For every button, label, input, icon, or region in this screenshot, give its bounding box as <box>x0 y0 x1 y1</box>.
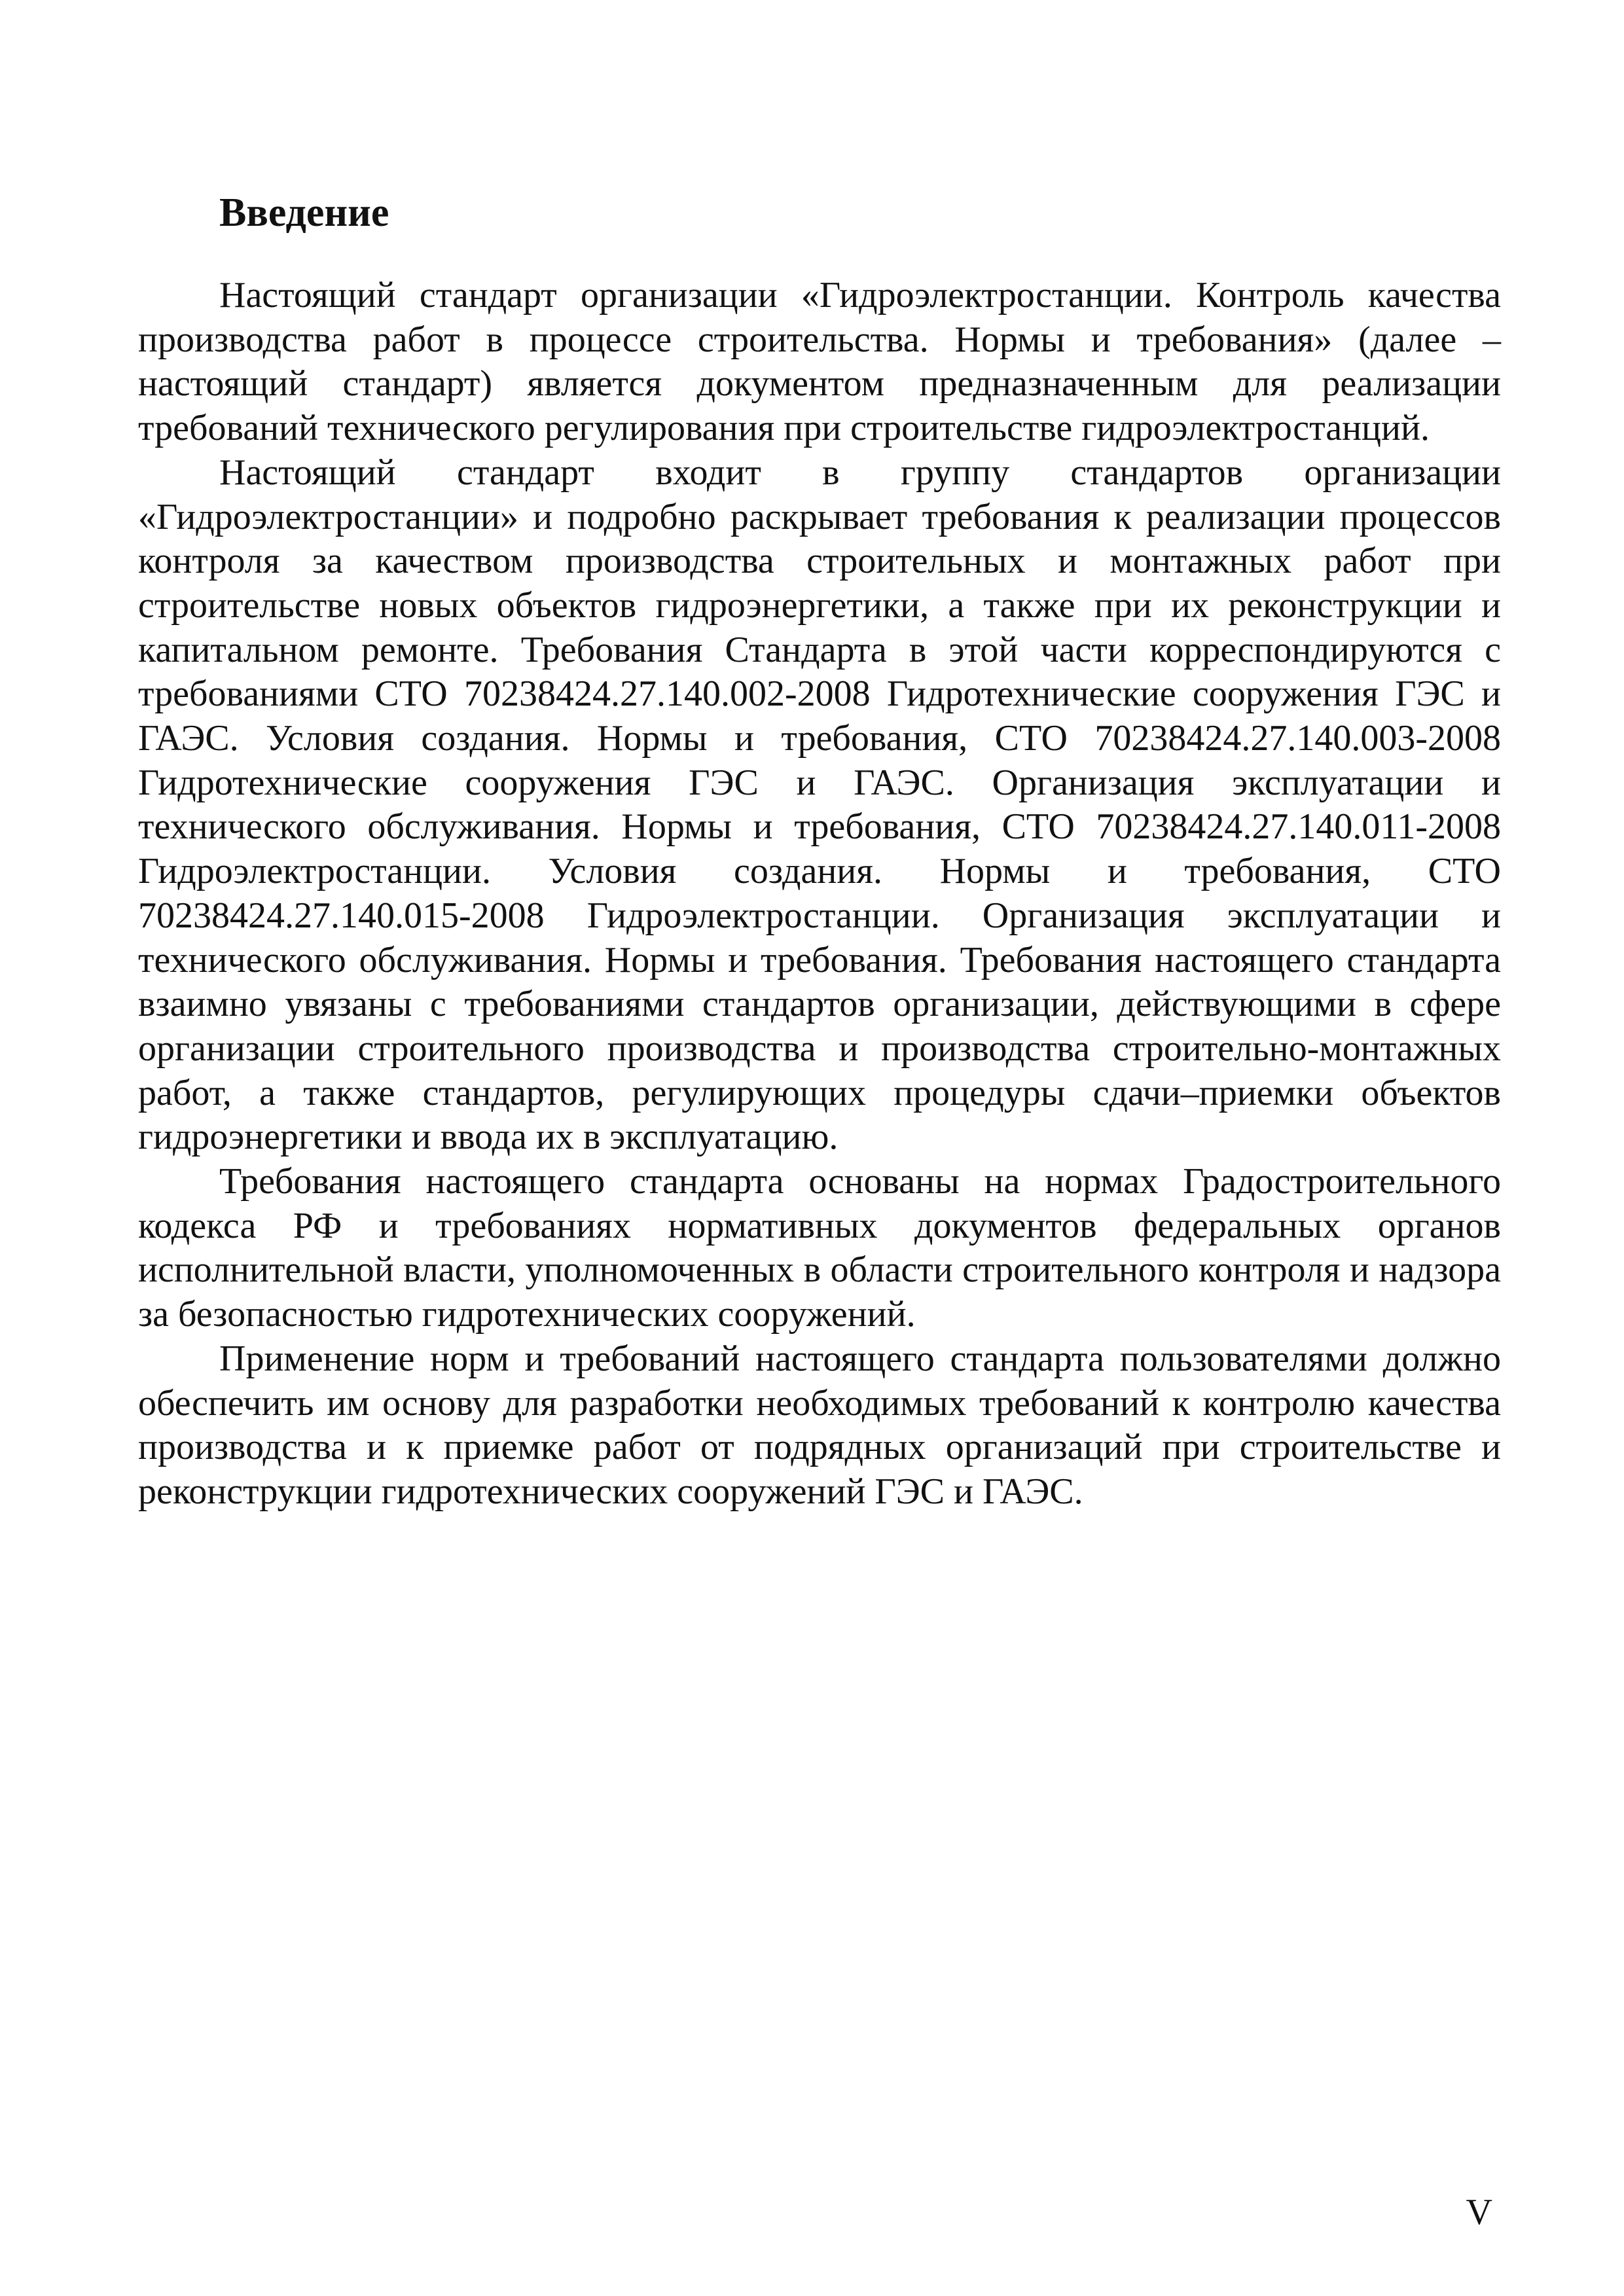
paragraph-2: Настоящий стандарт входит в группу стандартов организации «Гидроэлектростанции» и подробно раскрывает требования к реализации процессов контроля за качеством производства строительных и монтажных работ при строительстве новых объектов гидроэнергетики, а также при их реконструкции и капитальном ремонте. Требования Стандарта в этой части корреспондируются с требованиями СТО 70238424.27.140.002-2008 Гидротехнические сооружения ГЭС и ГАЭС. Условия создания. Нормы и требования, СТО 70238424.27.140.003-2008 Гидротехнические сооружения ГЭС и ГАЭС. Организация эксплуатации и технического обслуживания. Нормы и требования, СТО 70238424.27.140.011-2008 Гидроэлектростанции. Условия создания. Нормы и требования, СТО 70238424.27.140.015-2008 Гидроэлектростанции. Организация эксплуатации и технического обслуживания. Нормы и требования. Требования настоящего стандарта взаимно увязаны с требованиями стандартов организации, действующими в сфере организации строительного производства и производства строительно-монтажных работ, а также стандартов, регулирующих процедуры сдачи–приемки объектов гидроэнергетики и ввода их в эксплуатацию. <box>138 452 1501 1158</box>
paragraph-1: Настоящий стандарт организации «Гидроэлектростанции. Контроль качества производства работ в процессе строительства. Нормы и требования» (далее – настоящий стандарт) является документом предназначенным для реализации требований технического регулирования при строительстве гидроэлектростанций. <box>138 275 1501 449</box>
paragraph-4: Применение норм и требований настоящего стандарта пользователями должно обеспечить им основу для разработки необходимых требований к контролю качества производства и к приемке работ от подрядных организаций при строительстве и реконструкции гидротехнических сооружений ГЭС и ГАЭС. <box>138 1338 1501 1512</box>
paragraph-3: Требования настоящего стандарта основаны на нормах Градостроительного кодекса РФ и требованиях нормативных документов федеральных органов исполнительной власти, уполномоченных в области строительного контроля и надзора за безопасностью гидротехнических сооружений. <box>138 1161 1501 1335</box>
section-heading: Введение <box>219 190 389 235</box>
page-body <box>138 177 1501 1515</box>
page-number: V <box>1466 2192 1492 2233</box>
